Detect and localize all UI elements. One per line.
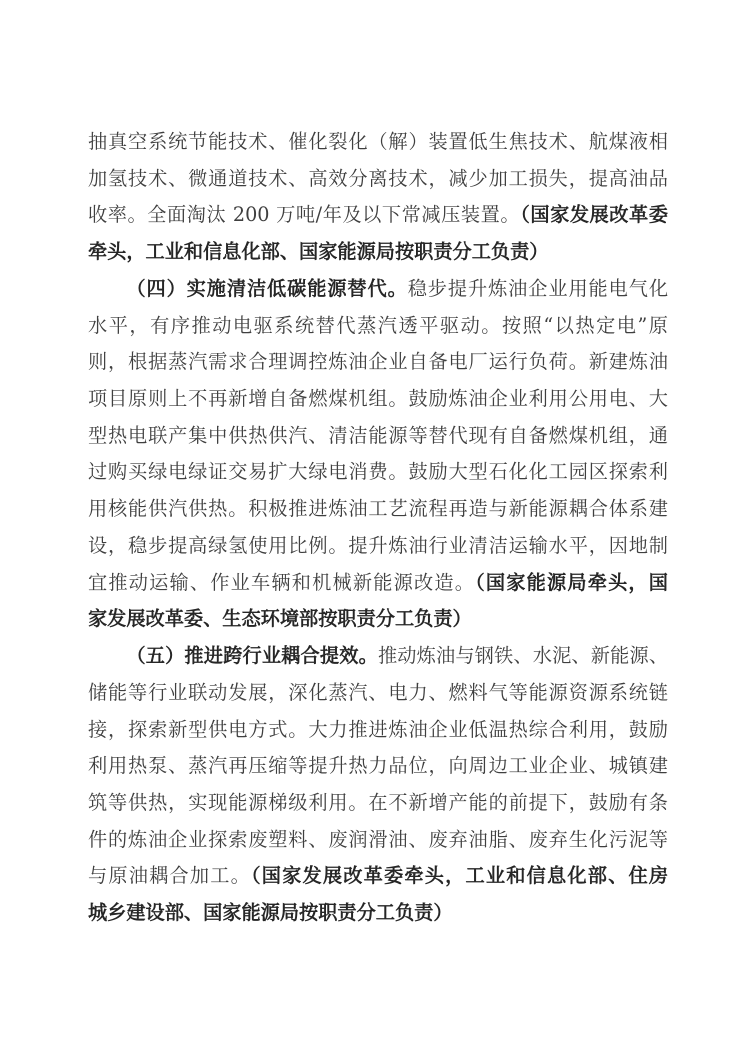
- paragraph-section-4: [88, 271, 668, 638]
- text-line: [88, 601, 668, 638]
- text-line: [88, 528, 668, 565]
- body-text: 稳步提升炼油企业用能电气化: [407, 276, 668, 300]
- text-line: [88, 858, 668, 895]
- emphasis-text: （四）实施清洁低碳能源替代。: [126, 276, 408, 300]
- body-text: 加氢技术、微通道技术、高效分离技术，减少加工损失，提高油品: [88, 166, 668, 190]
- body-text: 型热电联产集中供热供汽、清洁能源等替代现有自备燃煤机组，通: [88, 423, 668, 447]
- body-text: 设，稳步提高绿氢使用比例。提升炼油行业清洁运输水平，因地制: [88, 533, 668, 557]
- text-line: [88, 271, 668, 308]
- emphasis-text: 家发展改革委、生态环境部按职责分工负责）: [88, 607, 472, 631]
- body-text: 利用热泵、蒸汽再压缩等提升热力品位，向周边工业企业、城镇建: [88, 754, 668, 778]
- text-line: [88, 124, 668, 161]
- text-line: [88, 161, 668, 198]
- text-line: [88, 491, 668, 528]
- text-line: [88, 418, 668, 455]
- paragraph-section-5: [88, 638, 668, 932]
- text-line: [88, 785, 668, 822]
- emphasis-text: （五）推进跨行业耦合提效。: [126, 644, 378, 668]
- text-line: [88, 197, 668, 234]
- body-text: 与原油耦合加工。: [88, 864, 251, 888]
- text-line: [88, 712, 668, 749]
- emphasis-text: 城乡建设部、国家能源局按职责分工负责）: [88, 901, 453, 925]
- text-line: [88, 454, 668, 491]
- body-text: 用核能供汽供热。积极推进炼油工艺流程再造与新能源耦合体系建: [88, 497, 668, 521]
- body-text: 件的炼油企业探索废塑料、废润滑油、废弃油脂、废弃生化污泥等: [88, 827, 668, 851]
- paragraph-continuation: [88, 124, 668, 271]
- body-text: 项目原则上不再新增自备燃煤机组。鼓励炼油企业利用公用电、大: [88, 387, 668, 411]
- body-text: 筑等供热，实现能源梯级利用。在不新增产能的前提下，鼓励有条: [88, 790, 668, 814]
- body-text: 则，根据蒸汽需求合理调控炼油企业自备电厂运行负荷。新建炼油: [88, 350, 668, 374]
- document-body: [88, 124, 668, 932]
- text-line: [88, 748, 668, 785]
- body-text: 接，探索新型供电方式。大力推进炼油企业低温热综合利用，鼓励: [88, 717, 668, 741]
- text-line: [88, 638, 668, 675]
- body-text: 过购买绿电绿证交易扩大绿电消费。鼓励大型石化化工园区探索利: [88, 460, 668, 484]
- emphasis-text: （国家发展改革委牵头，工业和信息化部、住房: [250, 864, 668, 888]
- text-line: [88, 675, 668, 712]
- body-text: 抽真空系统节能技术、催化裂化（解）装置低生焦技术、航煤液相: [88, 130, 668, 153]
- text-line: [88, 344, 668, 381]
- text-line: [88, 381, 668, 418]
- body-text: 水平，有序推动电驱系统替代蒸汽透平驱动。按照“以热定电”原: [88, 313, 668, 337]
- emphasis-text: 牵头，工业和信息化部、国家能源局按职责分工负责）: [88, 240, 549, 264]
- text-line: [88, 822, 668, 859]
- text-line: [88, 308, 668, 345]
- body-text: 宜推动运输、作业车辆和机械新能源改造。: [88, 570, 476, 594]
- body-text: 储能等行业联动发展，深化蒸汽、电力、燃料气等能源资源系统链: [88, 680, 668, 704]
- emphasis-text: （国家发展改革委: [520, 203, 668, 227]
- body-text: 推动炼油与钢铁、水泥、新能源、: [377, 644, 668, 668]
- body-text: 收率。全面淘汰 200 万吨/年及以下常减压装置。: [88, 203, 521, 227]
- emphasis-text: （国家能源局牵头，国: [475, 570, 668, 594]
- text-line: [88, 895, 668, 932]
- text-line: [88, 234, 668, 271]
- text-line: [88, 565, 668, 602]
